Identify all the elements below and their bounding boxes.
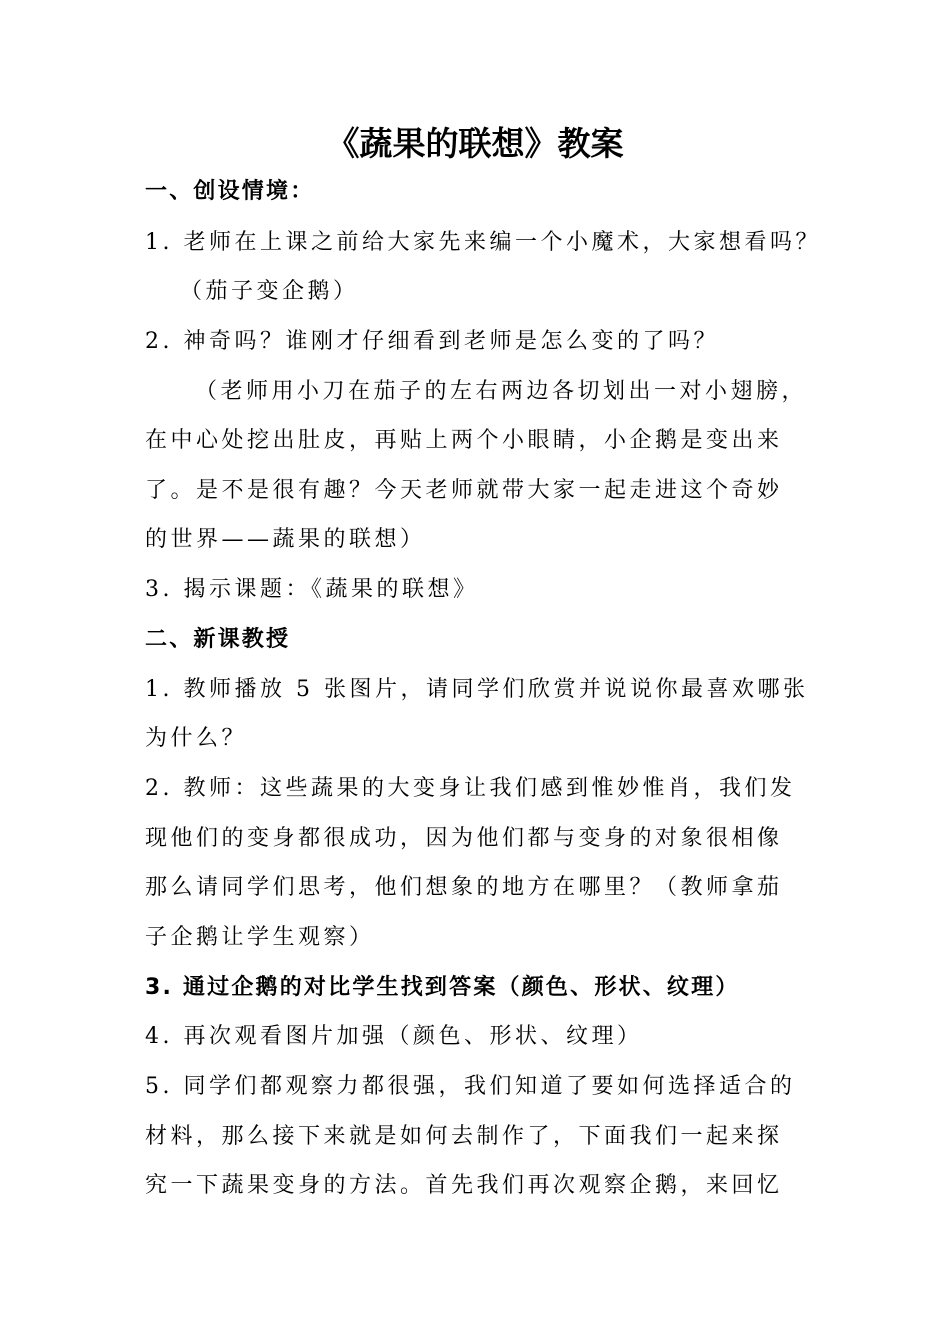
document-title: 《蔬果的联想》教案 — [326, 124, 624, 163]
paragraph-line: 2. 教师：这些蔬果的大变身让我们感到惟妙惟肖，我们发 — [145, 776, 796, 801]
paragraph-line: 3. 揭示课题：《蔬果的联想》 — [145, 577, 479, 602]
section-heading-1: 一、创设情境： — [145, 179, 315, 204]
paragraph-line: 究一下蔬果变身的方法。首先我们再次观察企鹅，来回忆 — [145, 1173, 783, 1198]
paragraph-line: 子企鹅让学生观察） — [145, 925, 375, 950]
paragraph-line: 1. 教师播放 5 张图片，请同学们欣赏并说说你最喜欢哪张 — [145, 677, 809, 702]
paragraph-line: 4. 再次观看图片加强（颜色、形状、纹理） — [145, 1024, 643, 1049]
paragraph-line: （老师用小刀在茄子的左右两边各切划出一对小翅膀， — [195, 379, 808, 404]
paragraph-line: 5. 同学们都观察力都很强，我们知道了要如何选择适合的 — [145, 1074, 796, 1099]
paragraph-line: 那么请同学们思考，他们想象的地方在哪里？（教师拿茄 — [145, 875, 783, 900]
paragraph-line: 在中心处挖出肚皮，再贴上两个小眼睛，小企鹅是变出来 — [145, 428, 783, 453]
paragraph-line-bold: 3. 通过企鹅的对比学生找到答案（颜色、形状、纹理） — [145, 975, 740, 1000]
paragraph-line: 材料，那么接下来就是如何去制作了，下面我们一起来探 — [145, 1124, 783, 1149]
paragraph-line: 2. 神奇吗？谁刚才仔细看到老师是怎么变的了吗？ — [145, 329, 719, 354]
paragraph-line: （茄子变企鹅） — [180, 279, 359, 304]
paragraph-line: 现他们的变身都很成功，因为他们都与变身的对象很相像 — [145, 826, 783, 851]
paragraph-line: 的世界——蔬果的联想） — [145, 527, 426, 552]
paragraph-line: 了。是不是很有趣？今天老师就带大家一起走进这个奇妙 — [145, 478, 783, 503]
paragraph-line: 1. 老师在上课之前给大家先来编一个小魔术，大家想看吗？ — [145, 230, 821, 255]
section-heading-2: 二、新课教授 — [145, 627, 291, 652]
paragraph-line: 为什么？ — [145, 726, 248, 751]
